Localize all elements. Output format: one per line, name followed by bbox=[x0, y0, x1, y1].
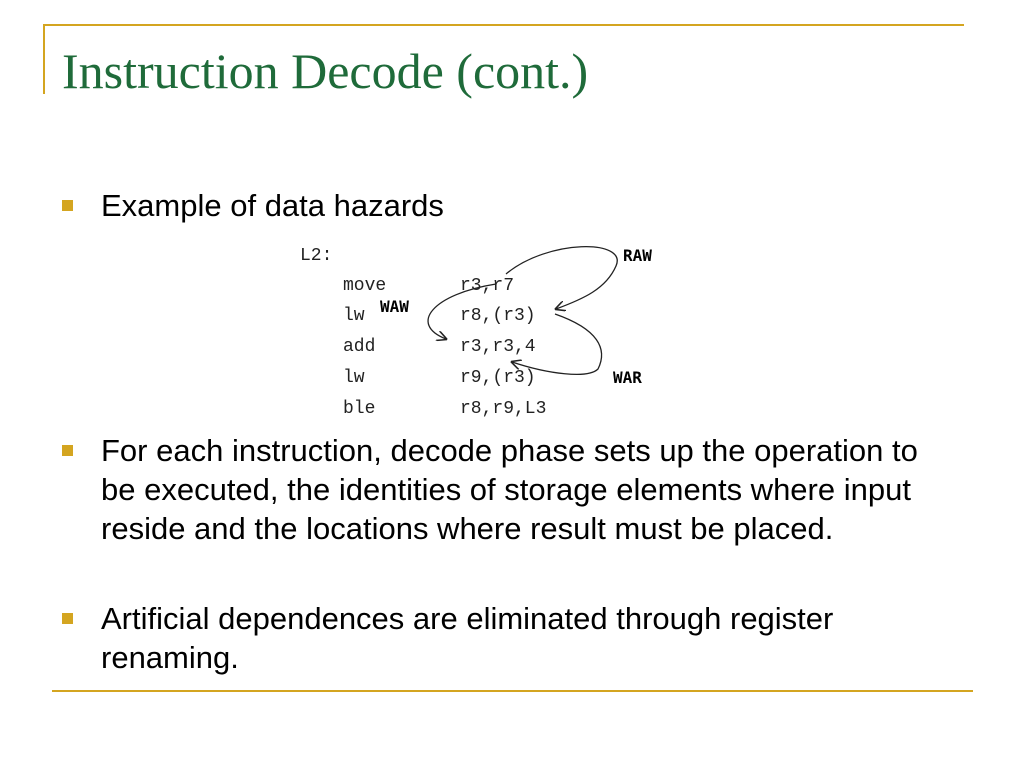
waw-label: WAW bbox=[380, 297, 409, 316]
code-args: r3,r7 bbox=[460, 276, 515, 296]
code-args: r9,(r3) bbox=[460, 368, 536, 388]
code-args: r8,r9,L3 bbox=[460, 399, 547, 419]
slide-title: Instruction Decode (cont.) bbox=[62, 43, 589, 99]
bullet-text-2: For each instruction, decode phase sets up the operation to be executed, the identities of storage elements where input reside and the locations where result must be placed. bbox=[101, 433, 918, 546]
code-label: L2: bbox=[300, 246, 333, 266]
war-label: WAR bbox=[613, 368, 642, 387]
code-op: lw bbox=[343, 368, 365, 388]
bottom-rule bbox=[52, 690, 973, 692]
code-op: lw bbox=[343, 306, 365, 326]
code-op: add bbox=[343, 337, 376, 357]
left-rule bbox=[43, 24, 45, 94]
bullet-marker bbox=[62, 445, 73, 456]
bullet-text-1: Example of data hazards bbox=[101, 188, 444, 223]
bullet-marker bbox=[62, 200, 73, 211]
code-args: r8,(r3) bbox=[460, 306, 536, 326]
hazard-code-diagram bbox=[298, 244, 698, 424]
raw-arrow bbox=[506, 247, 617, 309]
hazard-arrows bbox=[298, 244, 698, 424]
code-args: r3,r3,4 bbox=[460, 337, 536, 357]
code-op: ble bbox=[343, 399, 376, 419]
top-rule bbox=[43, 24, 964, 26]
bullet-marker bbox=[62, 613, 73, 624]
bullet-text-3: Artificial dependences are eliminated through register renaming. bbox=[101, 601, 834, 675]
code-op: move bbox=[343, 276, 387, 296]
raw-label: RAW bbox=[623, 246, 652, 265]
